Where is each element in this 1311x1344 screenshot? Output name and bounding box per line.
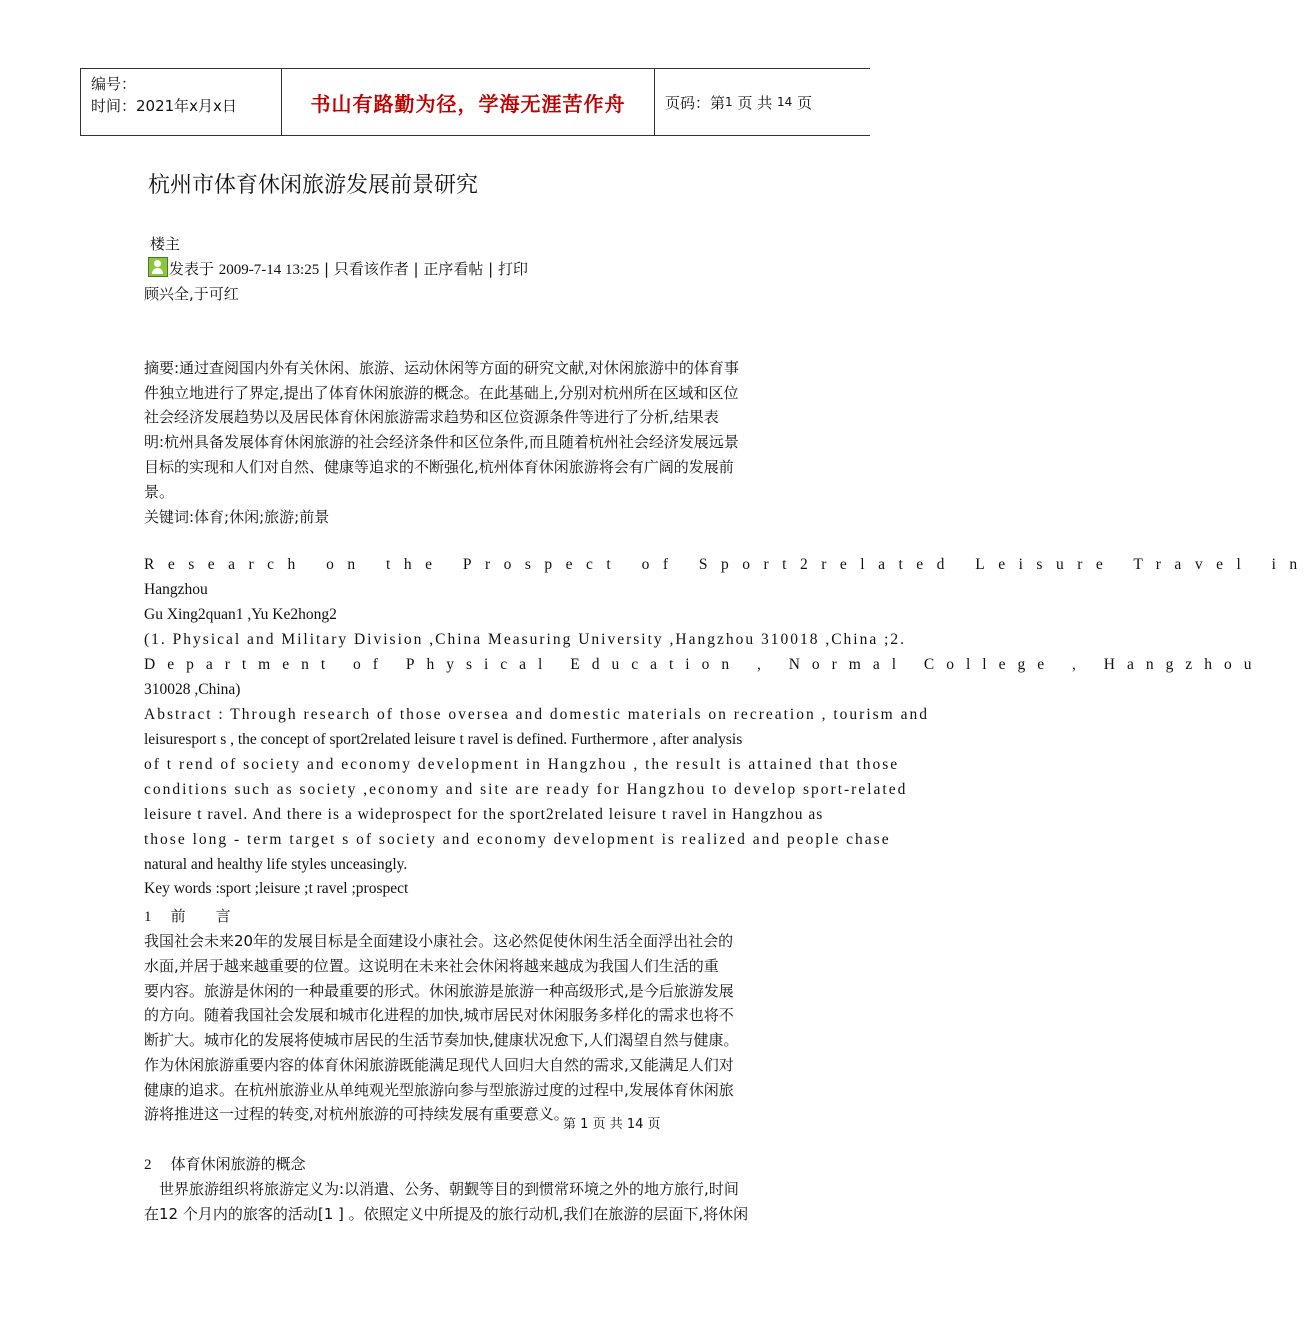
english-title-line: Hangzhou — [144, 581, 208, 598]
user-avatar-icon — [148, 257, 168, 277]
section1-line: 的方向。随着我国社会发展和城市化进程的加快,城市居民对休闲服务多样化的需求也将不 — [144, 1006, 734, 1024]
article-title: 杭州市体育休闲旅游发展前景研究 — [148, 173, 479, 198]
page-total: 14 — [777, 95, 793, 109]
english-affiliation-line: (1. Physical and Military Division ,China Measuring University ,Hangzhou 310018 ,China ;2. — [144, 631, 907, 648]
abstract-cn-line: 摘要:通过查阅国内外有关休闲、旅游、运动休闲等方面的研究文献,对休闲旅游中的体育事 — [144, 359, 739, 377]
page-footer: 第 1 页 共 14 页 — [563, 1117, 661, 1132]
section1-line: 断扩大。城市化的发展将使城市居民的生活节奏加快,健康状况愈下,人们渴望自然与健康。 — [144, 1031, 739, 1049]
section2-line: 在12 个月内的旅客的活动[1 ] 。依照定义中所提及的旅行动机,我们在旅游的层面下,将休闲 — [144, 1205, 749, 1223]
abstract-en-line: natural and healthy life styles unceasingly. — [144, 856, 408, 873]
abstract-cn-line: 明:杭州具备发展体育休闲旅游的社会经济条件和区位条件,而且随着杭州社会经济发展远景 — [144, 433, 739, 451]
post-links[interactable]: | 只看该作者 | 正序看帖 | 打印 — [319, 260, 528, 278]
english-affiliation-line: 310028 ,China) — [144, 681, 241, 698]
abstract-en-line: those long - term target s of society and economy development is realized and people chase — [144, 831, 891, 848]
section1-line: 我国社会未来20年的发展目标是全面建设小康社会。这必然促使休闲生活全面浮出社会的 — [144, 932, 734, 950]
keywords-en: Key words :sport ;leisure ;t ravel ;prospect — [144, 880, 409, 897]
floor-label: 楼主 — [150, 235, 181, 253]
section1-line: 要内容。旅游是休闲的一种最重要的形式。休闲旅游是旅游一种高级形式,是今后旅游发展 — [144, 982, 734, 1000]
english-title-line: Research on the Prospect of Sport2related Leisure Travel in — [144, 556, 1311, 573]
section1-line: 水面,并居于越来越重要的位置。这说明在未来社会休闲将越来越成为我国人们生活的重 — [144, 957, 719, 975]
english-affiliation-line: Department of Physical Education , Normal College , Hangzhou — [144, 656, 1264, 673]
abstract-en-line: Abstract : Through research of those oversea and domestic materials on recreation , tourism and — [144, 706, 929, 723]
document-header-table — [80, 68, 870, 136]
abstract-en-line: leisure t ravel. And there is a wideprospect for the sport2related leisure t ravel in Hangzhou as — [144, 806, 824, 823]
english-authors: Gu Xing2quan1 ,Yu Ke2hong2 — [144, 606, 337, 623]
abstract-en-line: conditions such as society ,economy and site are ready for Hangzhou to develop sport-related — [144, 781, 908, 798]
page-current: 1 — [725, 95, 733, 109]
abstract-cn-line: 社会经济发展趋势以及居民体育休闲旅游需求趋势和区位资源条件等进行了分析,结果表 — [144, 408, 719, 426]
abstract-cn-line: 景。 — [144, 483, 175, 501]
abstract-cn-line: 件独立地进行了界定,提出了体育休闲旅游的概念。在此基础上,分别对杭州所在区域和区位 — [144, 384, 739, 402]
header-meta-cell — [81, 69, 282, 135]
section1-line: 健康的追求。在杭州旅游业从单纯观光型旅游向参与型旅游过度的过程中,发展体育休闲旅 — [144, 1081, 734, 1099]
abstract-en-line: leisuresport s , the concept of sport2related leisure t ravel is defined. Furthermore , after analysis — [144, 731, 743, 748]
authors: 顾兴全,于可红 — [144, 285, 239, 303]
number-label: 编号： — [91, 75, 137, 93]
motto: 书山有路勤为径，学海无涯苦作舟 — [282, 69, 655, 135]
section2-heading: 2 体育休闲旅游的概念 — [144, 1155, 306, 1173]
abstract-cn-line: 目标的实现和人们对自然、健康等追求的不断强化,杭州体育休闲旅游将会有广阔的发展前 — [144, 458, 734, 476]
abstract-en-line: of t rend of society and economy development in Hangzhou , the result is attained that those — [144, 756, 900, 773]
page-counter: 页码：第 1 页 共 14 页 — [665, 93, 813, 112]
post-date: 2009-7-14 13:25 — [218, 262, 320, 278]
keywords-cn: 关键词:体育;休闲;旅游;前景 — [144, 508, 330, 526]
section1-line: 游将推进这一过程的转变,对杭州旅游的可持续发展有重要意义。 — [144, 1105, 569, 1123]
time-label: 时间：2021年x月x日 — [91, 97, 237, 115]
section1-line: 作为休闲旅游重要内容的体育休闲旅游既能满足现代人回归大自然的需求,又能满足人们对 — [144, 1056, 734, 1074]
post-meta: 发表于 2009-7-14 13:25 | 只看该作者 | 正序看帖 | 打印 — [148, 257, 528, 279]
section1-heading: 1 前 言 — [144, 907, 231, 925]
section2-line: 世界旅游组织将旅游定义为:以消遣、公务、朝觐等目的到惯常环境之外的地方旅行,时间 — [144, 1180, 739, 1198]
